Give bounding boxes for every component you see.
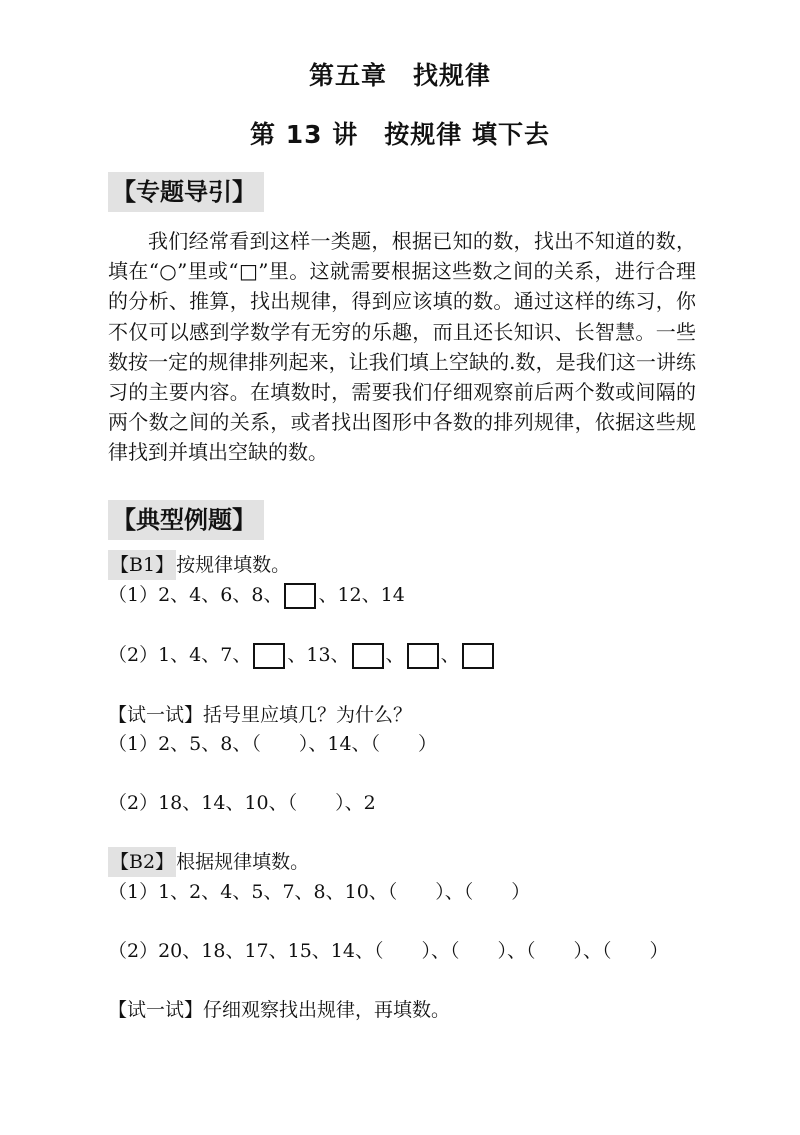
- b2-question-2: （2）20、18、17、15、14、（ ）、（ ）、（ ）、（ ）: [108, 940, 669, 962]
- lesson-title: 第 13 讲 按规律 填下去: [250, 120, 550, 149]
- b1-q2-separator: 、: [385, 644, 405, 666]
- intro-paragraph: 我们经常看到这样一类题，根据已知的数，找出不知道的数，填在“○”里或“□”里。这就需要根据这些数之间的关系，进行合理的分析、推算，找出规律，得到应该填的数。通过这样的练习，你不仅可以感到学数学有无穷的乐趣，而且还长知识、长智慧。一些数按一定的规律排列起来，让我们填上空缺的.数，是我们这一讲练习的主要内容。在填数时，需要我们仔细观察前后两个数或间隔的两个数之间的关系，或者找出图形中各数的排列规律，依据这些规律找到并填出空缺的数。: [108, 229, 696, 465]
- try1-heading: 【试一试】括号里应填几？为什么？: [108, 704, 413, 726]
- b1-q2-separator: 、: [440, 644, 460, 666]
- b1-tag: 【B1】: [108, 550, 176, 580]
- b2-instruction: 根据规律填数。: [176, 851, 310, 873]
- try1-question-1: （1）2、5、8、（ ）、14、（ ）: [108, 733, 438, 755]
- b2-heading: [108, 847, 309, 877]
- chapter-title: 第五章 找规律: [308, 61, 491, 90]
- b2-question-1: （1）1、2、4、5、7、8、10、（ ）、（ ）: [108, 881, 531, 903]
- b1-q1-text-before: （1）2、4、6、8、: [108, 584, 283, 606]
- b1-question-2: [108, 640, 496, 670]
- b1-q2-text-b: 、13、: [287, 644, 350, 666]
- answer-box[interactable]: [253, 643, 285, 669]
- b1-heading: [108, 550, 290, 580]
- b1-q2-text-a: （2）1、4、7、: [108, 644, 252, 666]
- b2-tag: 【B2】: [108, 847, 176, 877]
- answer-box[interactable]: [352, 643, 384, 669]
- b1-question-1: [108, 580, 405, 610]
- section-heading-guide: 【专题导引】: [108, 172, 264, 212]
- answer-box[interactable]: [407, 643, 439, 669]
- section-heading-examples: 【典型例题】: [108, 500, 264, 540]
- b1-instruction: 按规律填数。: [176, 554, 291, 576]
- answer-box[interactable]: [462, 643, 494, 669]
- try1-question-2: （2）18、14、10、（ ）、2: [108, 792, 376, 814]
- b1-q1-text-after: 、12、14: [318, 584, 405, 606]
- answer-box[interactable]: [284, 583, 316, 609]
- try2-heading: 【试一试】仔细观察找出规律，再填数。: [108, 999, 451, 1021]
